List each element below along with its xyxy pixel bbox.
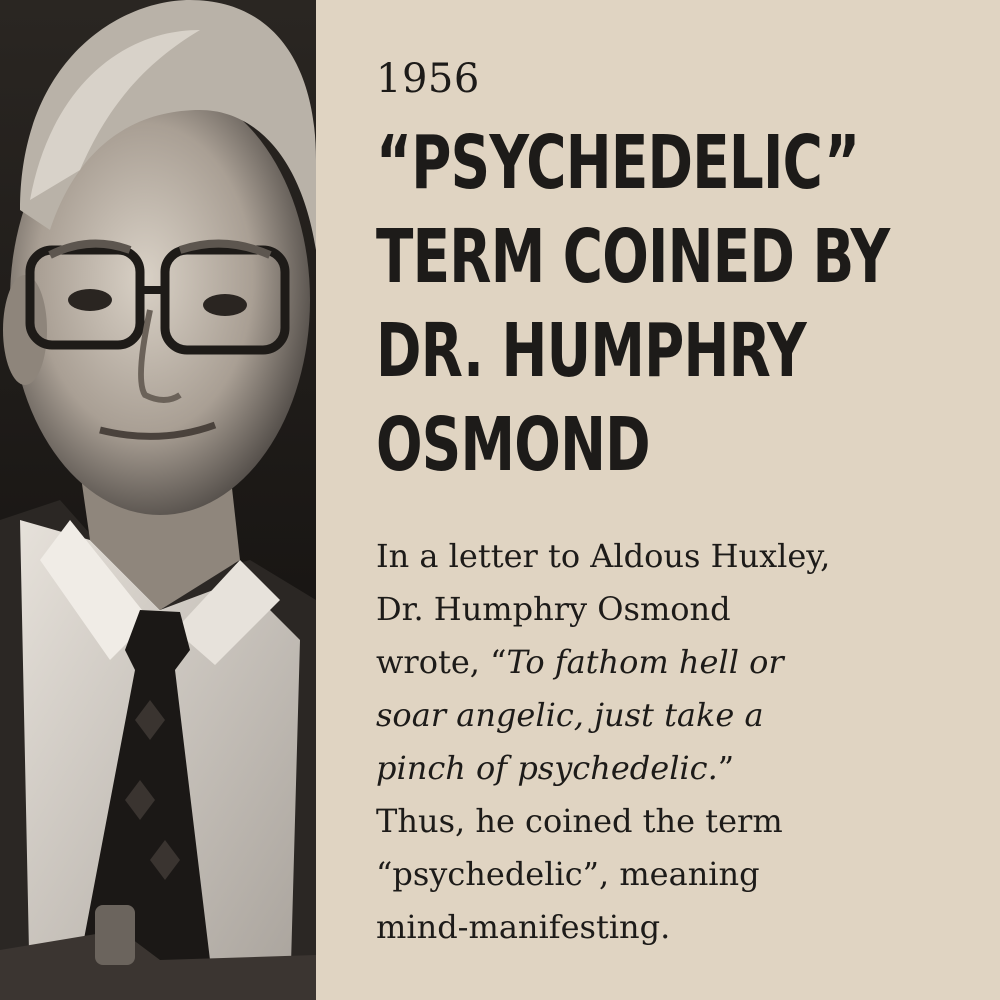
portrait-illustration — [0, 0, 316, 1000]
portrait-photo — [0, 0, 316, 1000]
text-panel — [316, 0, 1000, 1000]
body-line — [376, 636, 966, 689]
body-text-plain: ” — [717, 749, 735, 787]
year-label: 1956 — [376, 56, 480, 102]
body-line: Dr. Humphry Osmond — [376, 590, 731, 628]
headline-line: DR. HUMPHRY — [376, 308, 806, 394]
headline-line: TERM COINED BY — [376, 214, 890, 300]
body-paragraph — [376, 530, 966, 954]
body-line: “psychedelic”, meaning — [376, 855, 760, 893]
quote-text: To fathom hell or — [506, 643, 784, 681]
body-text-plain: wrote, “ — [376, 643, 507, 681]
body-line — [376, 742, 966, 795]
headline-line: OSMOND — [376, 402, 650, 488]
body-line: Thus, he coined the term — [376, 802, 783, 840]
headline-line: “PSYCHEDELIC” — [376, 120, 860, 206]
quote-text: soar angelic, just take a — [376, 696, 764, 734]
body-line — [376, 689, 966, 742]
body-line: mind-manifesting. — [376, 908, 671, 946]
headline — [376, 116, 953, 492]
body-line: In a letter to Aldous Huxley, — [376, 537, 831, 575]
quote-text: pinch of psychedelic. — [376, 749, 718, 787]
